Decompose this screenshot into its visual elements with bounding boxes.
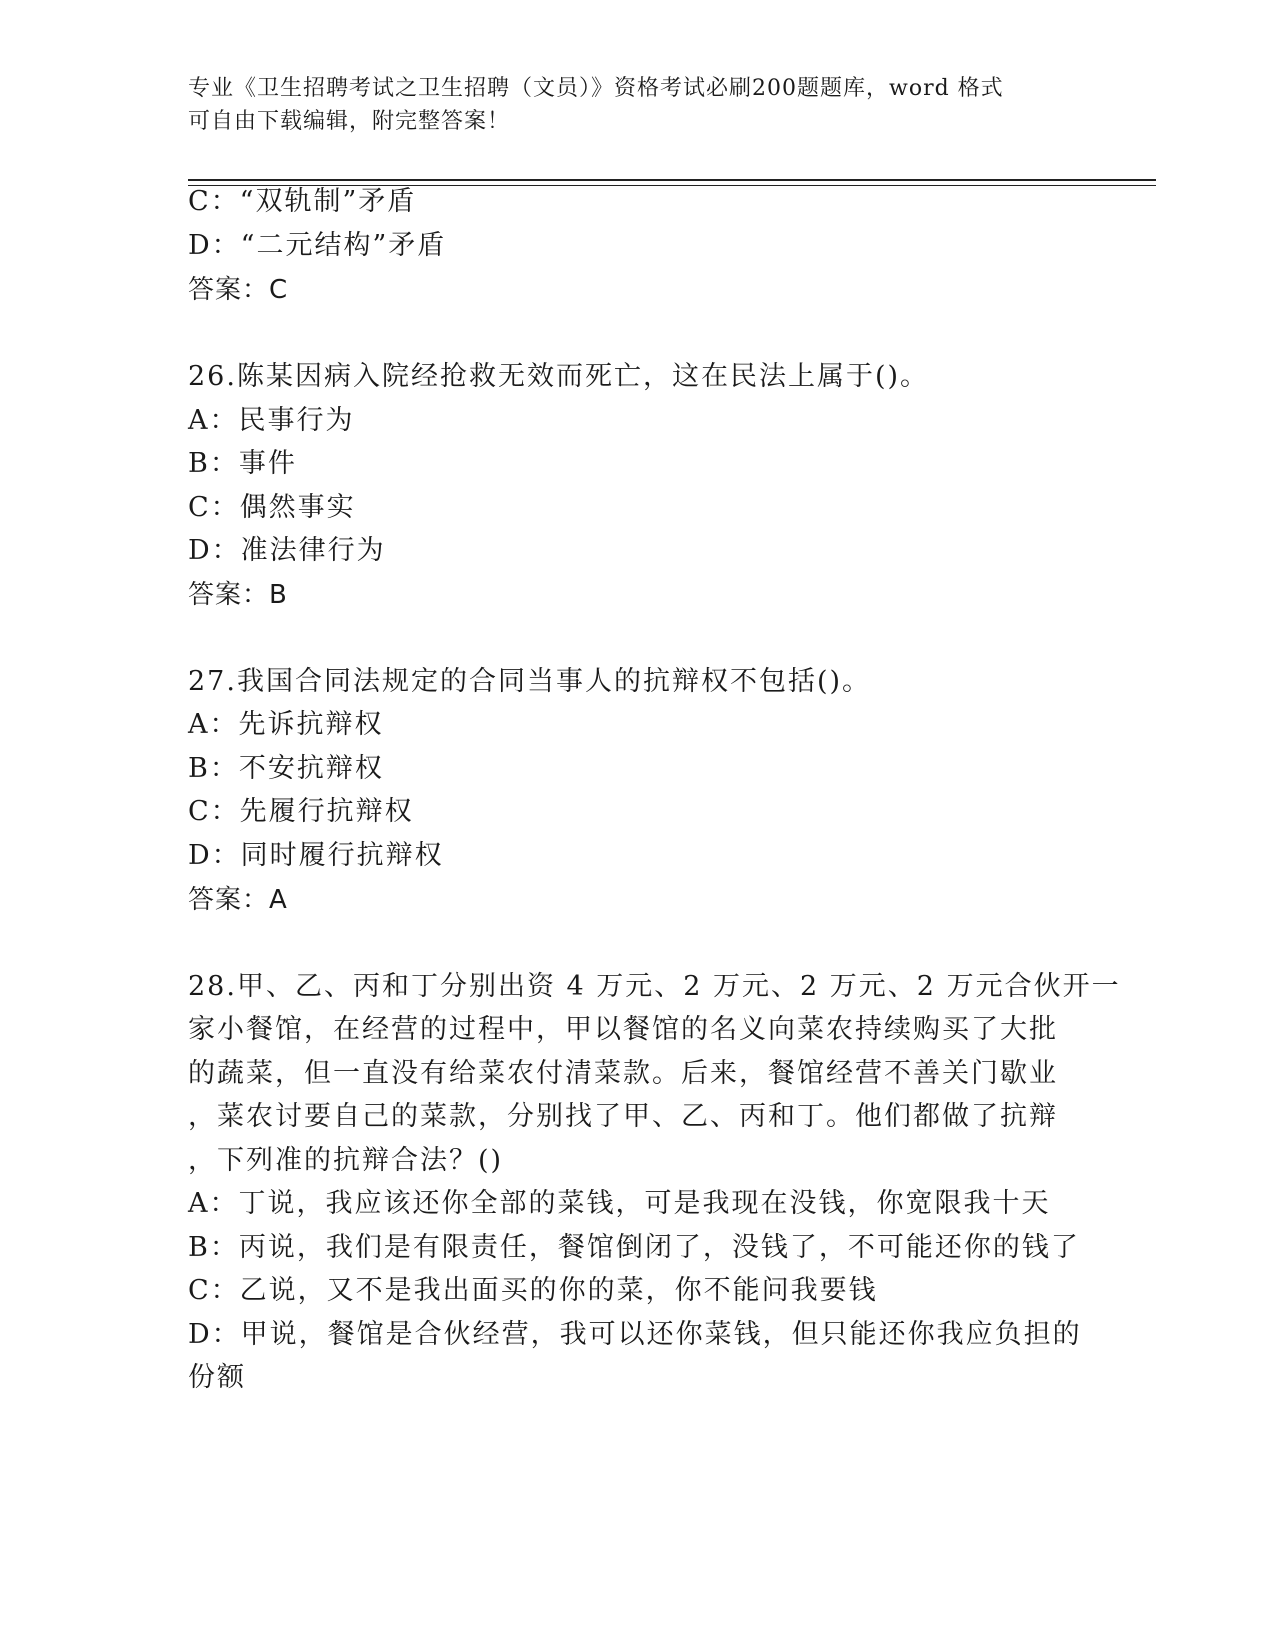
header-title-line-1: 专业《卫生招聘考试之卫生招聘（文员）》资格考试必刷200题题库，word 格式 [188, 76, 1004, 101]
q27-option-c: C：先履行抗辩权 [188, 796, 414, 827]
q26-option-b: B：事件 [188, 448, 297, 479]
q26-answer: 答案：B [188, 580, 288, 610]
q25-option-c: C：“双轨制”矛盾 [188, 186, 417, 217]
q25-option-d: D：“二元结构”矛盾 [188, 230, 447, 261]
q28-stem-line: 的蔬菜，但一直没有给菜农付清菜款。后来，餐馆经营不善关门歇业 [188, 1058, 1058, 1089]
q28-option-d-continued: 份额 [188, 1362, 246, 1393]
q27-option-d: D：同时履行抗辩权 [188, 840, 444, 871]
q28-stem-line: 家小餐馆，在经营的过程中，甲以餐馆的名义向菜农持续购买了大批 [188, 1014, 1058, 1045]
q28-stem-line: 28.甲、乙、丙和丁分别出资 4 万元、2 万元、2 万元、2 万元合伙开一 [188, 971, 1121, 1002]
q28-stem-line: ，下列准的抗辩合法？() [188, 1145, 504, 1176]
q28-stem-line: ，菜农讨要自己的菜款，分别找了甲、乙、丙和丁。他们都做了抗辩 [188, 1101, 1058, 1132]
q26-stem: 26.陈某因病入院经抢救无效而死亡，这在民法上属于()。 [188, 361, 930, 392]
header-title-line-2: 可自由下载编辑，附完整答案！ [188, 109, 511, 134]
q27-option-a: A：先诉抗辩权 [188, 709, 384, 740]
q25-answer: 答案：C [188, 275, 289, 305]
q28-option-c: C：乙说，又不是我出面买的你的菜，你不能问我要钱 [188, 1275, 878, 1306]
q28-option-b: B：丙说，我们是有限责任，餐馆倒闭了，没钱了，不可能还你的钱了 [188, 1232, 1080, 1263]
q28-option-a: A：丁说，我应该还你全部的菜钱，可是我现在没钱，你宽限我十天 [188, 1188, 1051, 1219]
q26-option-a: A：民事行为 [188, 405, 355, 436]
document-header [188, 72, 1088, 138]
q27-option-b: B：不安抗辩权 [188, 753, 384, 784]
q27-answer: 答案：A [188, 885, 288, 915]
header-divider-thick [188, 179, 1156, 181]
q26-option-d: D：准法律行为 [188, 535, 386, 566]
q26-option-c: C：偶然事实 [188, 492, 356, 523]
q27-stem: 27.我国合同法规定的合同当事人的抗辩权不包括()。 [188, 666, 872, 697]
q28-option-d: D：甲说，餐馆是合伙经营，我可以还你菜钱，但只能还你我应负担的 [188, 1319, 1082, 1350]
